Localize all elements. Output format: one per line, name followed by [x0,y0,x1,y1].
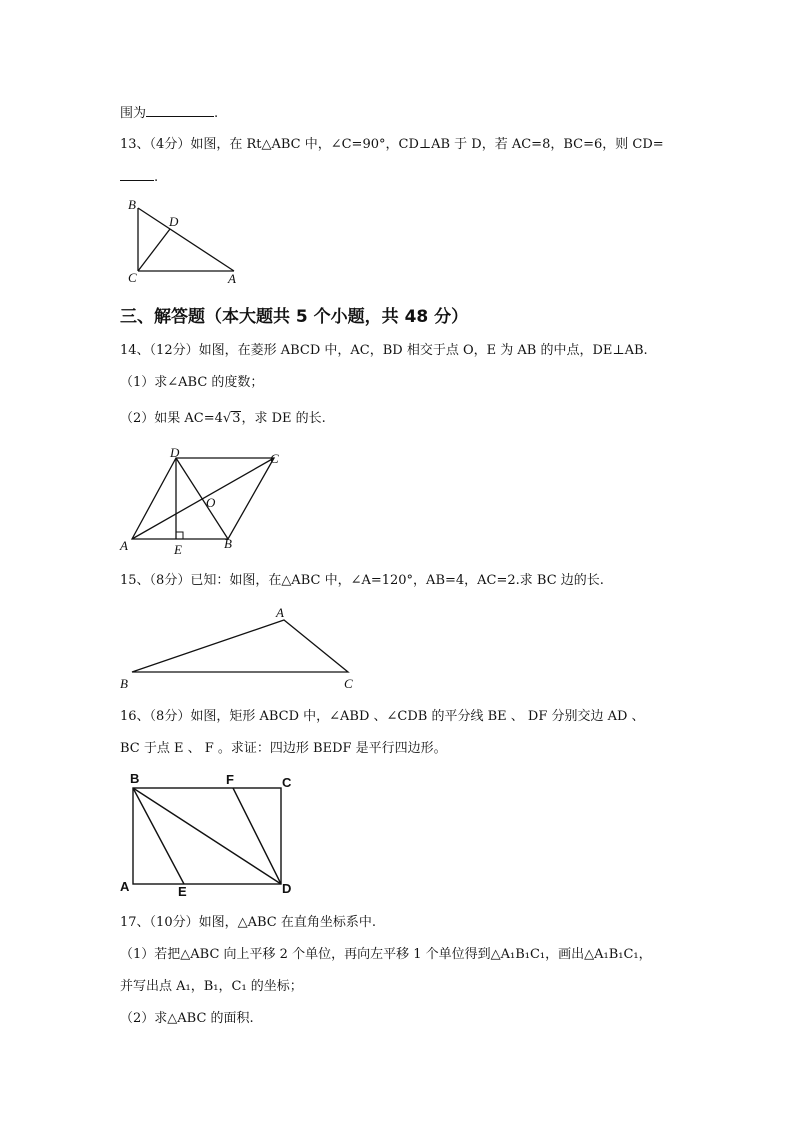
q17-part1-line1: （1）若把△ABC 向上平移 2 个单位，再向左平移 1 个单位得到△A₁B₁C₁，画出△A₁B₁C₁， [120,947,652,962]
q16-bisector-be [133,788,184,884]
q17-part2: （2）求△ABC 的面积. [120,1011,254,1026]
q13-figure [118,196,242,286]
q14-part2-prefix: （2）如果 AC=4 [120,411,223,426]
q14-label-d: D [170,445,180,460]
q14-diagonal-bd [176,458,228,539]
q15-figure [116,604,366,694]
q14-radicand: 3 [232,411,241,426]
q14-stem: 14、（12分）如图，在菱形 ABCD 中，AC，BD 相交于点 O，E 为 AB 的中点，DE⊥AB. [120,343,648,358]
q12-tail-text: 围为 [120,106,147,121]
q13-period: . [154,170,159,185]
q15-stem: 15、（8分）已知：如图，在△ABC 中，∠A=120°，AB=4，AC=2.求 BC 边的长. [120,573,604,588]
q13-answer-blank[interactable] [120,168,154,181]
q13-altitude-cd [138,229,170,271]
q16-label-a: A [120,879,130,894]
q16-label-b: B [130,771,140,786]
q13-stem: 13、（4分）如图，在 Rt△ABC 中，∠C=90°，CD⊥AB 于 D，若 AC=8，BC=6，则 CD= [120,137,664,152]
q16-diagonal-bd [133,788,281,884]
q14-figure [118,446,288,558]
q13-label-d: D [169,214,179,229]
q14-label-b: B [224,536,232,551]
q13-answer-line [120,168,158,187]
q13-label-c: C [128,270,137,285]
q13-label-a: A [228,271,236,286]
q17-stem: 17、（10分）如图，△ABC 在直角坐标系中. [120,915,376,930]
q14-right-angle-mark [176,532,183,539]
q12-answer-blank[interactable] [146,104,214,117]
q16-label-f: F [226,772,234,787]
q14-part2 [120,410,326,428]
q16-label-e: E [178,884,187,899]
q12-tail-line [120,104,218,123]
q13-side-ba [138,208,234,271]
q14-label-e: E [174,542,182,557]
q14-label-a: A [120,538,128,553]
q14-part2-suffix: ，求 DE 的长. [241,411,326,426]
q12-period: . [214,106,219,121]
q16-label-c: C [282,775,292,790]
q13-label-b: B [128,197,136,212]
q16-label-d: D [282,881,292,896]
q14-label-o: O [206,495,216,510]
q17-part1-line2: 并写出点 A₁，B₁，C₁ 的坐标； [120,979,303,994]
q16-stem-line2: BC 于点 E 、 F 。求证：四边形 BEDF 是平行四边形。 [120,741,447,756]
section-heading: 三、解答题（本大题共 5 个小题，共 48 分） [120,307,469,327]
q16-stem-line1: 16、（8分）如图，矩形 ABCD 中，∠ABD 、∠CDB 的平分线 BE 、 DF 分别交边 AD 、 [120,709,645,724]
q16-bisector-df [233,788,281,884]
q15-triangle [132,620,348,672]
sqrt-symbol: √ [222,411,232,426]
q15-label-a: A [276,605,284,620]
q16-figure [116,770,306,898]
q14-label-c: C [270,451,279,466]
q14-part1: （1）求∠ABC 的度数； [120,375,264,390]
q15-label-c: C [344,676,353,691]
q15-label-b: B [120,676,128,691]
